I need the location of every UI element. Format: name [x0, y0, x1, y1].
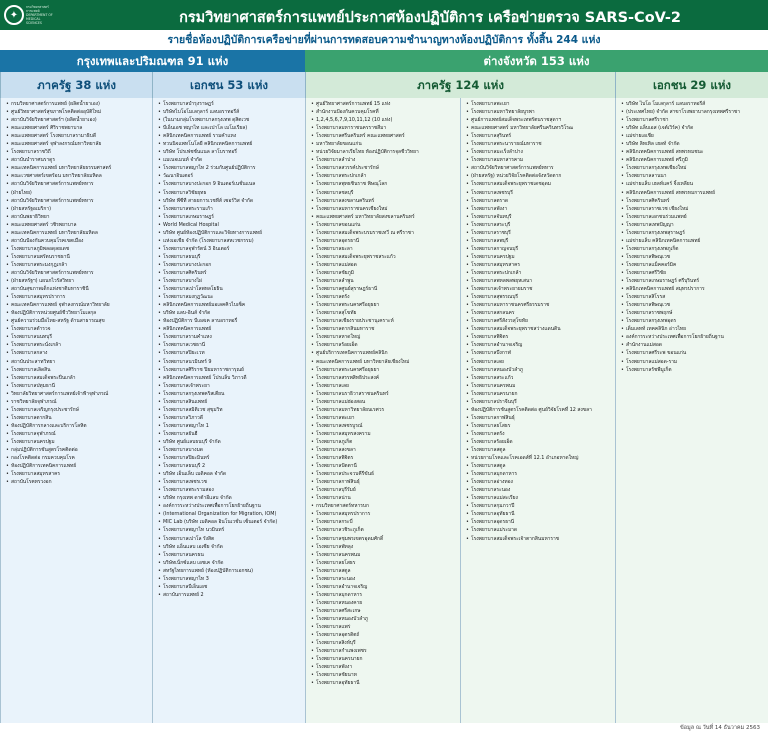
list-item: • คณะเทคนิคการแพทย์ มหาวิทยาลัยธรรมศาสตร์ — [6, 164, 149, 172]
list-item: • โรงพยาบาลแม่ฮ่องสอน — [311, 398, 457, 406]
list-item: • โรงพยาบาลกุมภวาปี — [466, 502, 612, 510]
list-item: • โรงพยาบาลกรุงเทพเชียงใหม่ — [621, 164, 765, 172]
list-item: • โรงพยาบาลนครพนม — [311, 551, 457, 559]
list-item: • บริษัท กรุงเทพ ดาต้าอีแลบ จำกัด — [158, 494, 302, 502]
list-item: • World Medical Hospital — [158, 221, 302, 229]
list-item: • โรงพยาบาลแม่สอด — [311, 261, 457, 269]
list-item: • โรงพยาบาลบางมด — [158, 446, 302, 454]
list-item: • โรงพยาบาลภูเก็ต — [311, 438, 457, 446]
title-bar — [0, 0, 768, 30]
list-item: • โรงพยาบาลตราด — [466, 197, 612, 205]
list-item: • โรงพยาบาลพญาไท 3 — [158, 575, 302, 583]
list-item: • โรงพยาบาลราชพฤกษ์ — [621, 309, 765, 317]
list-item: • โรงพยาบาลอุดรธานี — [311, 237, 457, 245]
list-item: • โรงพยาบาลราชบุรี — [466, 229, 612, 237]
list-prov-government-a — [305, 98, 460, 723]
dms-emblem-icon: ✦ — [4, 5, 24, 25]
list-item: • สถาบันวิจัยวิทยาศาสตร์ฯ (ผลิตน้ำยาเอง) — [6, 116, 149, 124]
list-item: • แม่ข่ายเอเชีย — [621, 132, 765, 140]
list-item: • โรงพยาบาลบำรุงราษฎร์ — [158, 100, 302, 108]
list-item: • โรงพยาบาลมหาวิทยาลัยนเรศวร — [311, 406, 457, 414]
column-header-prov-private: เอกชน 29 แห่ง — [615, 72, 768, 98]
list-item: • โรงพยาบาลตากสิน — [6, 414, 149, 422]
list-item: • สถาบันวิจัยวิทยาศาสตร์การแพทย์ทหาร — [466, 164, 612, 172]
list-item: • โรงพยาบาลอำนาจเจริญ — [311, 583, 457, 591]
list-item: • โรงพยาบาลสมเด็จพระบรมราชเทวี ณ ศรีราชา — [311, 229, 457, 237]
list-item: • โรงพยาบาลขอนแก่น — [311, 221, 457, 229]
list-item: • คณะเวชศาสตร์เขตร้อน มหาวิทยาลัยมหิดล — [6, 172, 149, 180]
list-item: • คณะเทคนิคการแพทย์ มหาวิทยาลัยเชียงใหม่ — [311, 358, 457, 366]
list-item: • คลินิกเทคนิคการแพทย์ สหพรหมการแพทย์ — [621, 189, 765, 197]
list-item: • คณะเทคนิคการแพทย์ มหาวิทยาลัยมหิดล — [6, 229, 149, 237]
list-item: • สถาบันป้องกันควบคุมโรคเขตเมือง — [6, 237, 149, 245]
list-item: • โรงพยาบาลศูนย์สุราษฎร์ธานี — [311, 285, 457, 293]
list-item: • โรงพยาบาลนครนายก — [311, 655, 457, 663]
list-item: • (ในนามกลุ่มโรงพยาบาลกรุงเทพ ดุสิตเวช — [158, 116, 302, 124]
list-item: • โรงพยาบาลเจ้าพระยายมราช — [466, 285, 612, 293]
list-item: • บริษัท ไบโอ โมเลกุลาร์ แลบอราทอรีส์ — [621, 100, 765, 108]
list-item: • โรงพยาบาลหนองบัวลำภู — [311, 615, 457, 623]
column-header-prov-government: ภาครัฐ 124 แห่ง — [305, 72, 615, 98]
list-item: • โรงพยาบาลศรีวิชัย — [621, 269, 765, 277]
list-item: • โรงพยาบาลชัยภูมิ — [311, 269, 457, 277]
list-item: • โรงพยาบาลนพรัตนราชธานี — [6, 253, 149, 261]
list-item: • โรงพยาบาลกรุงเทพคริสเตียน — [158, 390, 302, 398]
dms-logo — [4, 2, 56, 28]
list-item: • คลินิกเทคนิคการแพทย์ รามคำแหง — [158, 132, 302, 140]
list-item: • โรงพยาบาลปัตตานี — [311, 462, 457, 470]
list-item: • โรงพยาบาลมหาราชนครราชสีมา — [311, 124, 457, 132]
list-item: • คลินิกเทคนิคการแพทย์ สมุทรปราการ — [621, 285, 765, 293]
list-prov-government-b — [460, 98, 615, 723]
list-item: • บริษัท แล็บเอส (เจต์เวิร์ค) จำกัด — [621, 124, 765, 132]
list-item: • โรงพยาบาลยโสธร — [466, 422, 612, 430]
list-item: • โรงพยาบาลพิจิตร — [466, 333, 612, 341]
list-item: • โรงพยาบาลตรัง — [311, 293, 457, 301]
list-item: • โรงพยาบาลสตูล — [466, 462, 612, 470]
list-item: • โรงพยาบาลพังงา — [466, 205, 612, 213]
list-item: • โรงพยาบาลศิครินทร์ — [158, 269, 302, 277]
list-item: • (ฝ่ายไทย) — [6, 189, 149, 197]
list-item: • โรงพยาบาลกาฬสินธุ์ — [311, 478, 457, 486]
list-item: • โรงพยาบาลยันฮี — [158, 430, 302, 438]
list-item: • บริษัท ลิทเทิล เฮลท์ จำกัด — [621, 140, 765, 148]
list-item: • โรงพยาบาลสมเด็จพระยุพราชสระแก้ว — [311, 253, 457, 261]
list-item: • โรงพยาบาลเชียงรายประชานุเคราะห์ — [311, 317, 457, 325]
list-item: • โรงพยาบาลระนอง — [466, 486, 612, 494]
list-item: • โรงพยาบาลสุรินทร์ — [466, 132, 612, 140]
list-item: • แม่ข่ายแล็บ เฮลท์แคร์ จิ้งเหลียน — [621, 180, 765, 188]
list-item: • โรงพยาบาลสระแก้ว — [466, 374, 612, 382]
list-item: • ศูนย์ความร่วมมือไทย-สหรัฐ ด้านสาธารณสุข — [6, 317, 149, 325]
list-item: • กรมวิทยาศาสตร์ทหารบก — [311, 502, 457, 510]
list-item: • โรงพยาบาลปิยะเวท — [158, 349, 302, 357]
list-item: • กองโรคติดต่อ กรมควบคุมโรค — [6, 454, 149, 462]
list-item: • โรงพยาบาลนครพนม — [466, 382, 612, 390]
list-item: • โรงพยาบาลบางปะกอก — [158, 261, 302, 269]
list-item: • โรงพยาบาลศรีนครินทร์ คณะแพทยศาสตร์ — [311, 132, 457, 140]
list-item: • สำนักงานป้องกันควบคุมโรคที่ — [311, 108, 457, 116]
list-item: • โรงพยาบาลบีเอ็นเอช — [158, 583, 302, 591]
list-item: • โรงพยาบาลจันทบุรี — [466, 213, 612, 221]
list-item: • โรงพยาบาลสงขลานครินทร์ — [311, 197, 457, 205]
list-item: • โรงพยาบาลอำนาจเจริญ — [466, 341, 612, 349]
list-item: • โรงพยาบาลยะลา — [311, 245, 457, 253]
list-item: • โรงพยาบาลพระรามสอง — [158, 486, 302, 494]
list-item: • บริษัท พีซีที สาธยการเวชทีส์ เซอร์วิส จำกัด — [158, 197, 302, 205]
list-item: • โรงพยาบาลพระปกเกล้า — [466, 269, 612, 277]
list-item: • สถาบันวิจัยวิทยาศาสตร์การแพทย์ทหาร — [6, 180, 149, 188]
footer — [0, 723, 768, 735]
list-item: • โรงพยาบาลเพชรบูรณ์ — [311, 422, 457, 430]
list-item: • ราชวิทยาลัยจุฬาภรณ์ — [6, 398, 149, 406]
list-item: • โรงพยาบาลสกลนคร — [466, 309, 612, 317]
list-item: • ห้องปฏิบัติการเทคนิคการแพทย์ — [6, 462, 149, 470]
list-item: • บริษัท แลบ-อินส์ จำกัด — [158, 309, 302, 317]
list-item: • โรงพยาบาลแม่สะเรียง — [466, 494, 612, 502]
list-item: • โรงพยาบาลสมุทรสาคร — [466, 261, 612, 269]
list-item: • โรงพยาบาลหนองคาย — [311, 599, 457, 607]
list-item: • คลินิกเทคนิคการแพทย์ สหพรหมชนะ — [621, 148, 765, 156]
list-item: • โรงพยาบาลสรรพสิทธิประสงค์ — [311, 374, 457, 382]
list-item: • สถาบันประสาทวิทยา — [6, 358, 149, 366]
list-item: • โรงพยาบาลมหาราชนครเชียงใหม่ — [311, 205, 457, 213]
list-item: • โรงพยาบาลสงขลา — [311, 446, 457, 454]
list-item: • โรงพยาบาลตำรวจ — [6, 325, 149, 333]
list-item: • โรงพยาบาลกาฬสินธุ์ — [466, 414, 612, 422]
list-item: • โรงพยาบาลพญาไท นวมินทร์ — [158, 526, 302, 534]
list-item: • บริษัท โปรเฟชชั่นแนล ลาโบราทอรี่ — [158, 148, 302, 156]
list-item: • โรงพยาบาลมงกุฎวัฒนะ — [158, 293, 302, 301]
list-item: • โรงพยาบาลสุโขทัย — [311, 309, 457, 317]
list-item: • โรงพยาบาลกลาง — [6, 349, 149, 357]
list-item: • เด็มเลทท์ เทคคลินิก อ่าวไทย — [621, 325, 765, 333]
list-item: • ศูนย์วิทยาศาสตร์สุขภาพโรคติดต่ออุบัติใหม่ — [6, 108, 149, 116]
list-item: • โรงพยาบาลเปาโล รังสิต — [158, 535, 302, 543]
list-item: • โรงพยาบาลน่าน — [311, 494, 457, 502]
list-item: • บริษัท ศูนย์แลบธนบุรี จำกัด — [158, 438, 302, 446]
region-bangkok-header: กรุงเทพและปริมณฑล 91 แห่ง — [0, 50, 305, 72]
list-item: • โรงพยาบาลเปาโลพหลโยธิน — [158, 285, 302, 293]
list-item: • (ประเทศไทย) จำกัด สาขาโรงพยาบาลกรุงเทพศรีราชา — [621, 108, 765, 116]
list-item: • สำนักงานแม่สอด — [621, 341, 765, 349]
list-item: • โรงพยาบาลกระบี่ — [311, 518, 457, 526]
list-item: • โรงพยาบาลวิชัยยุทธ — [158, 189, 302, 197]
list-item: • โรงพยาบาลอุตรดิตถ์ — [311, 631, 457, 639]
list-item: • คลินิกเทคนิคการแพทย์ โปรแล็บ วิภาวดี — [158, 374, 302, 382]
list-item: • โรงพยาบาลเอกชนร่วมแพทย์ — [621, 213, 765, 221]
list-item: • ศูนย์การแพทย์สมเด็จพระเทพรัตนราชสุดาฯ — [466, 116, 612, 124]
list-prov-private — [615, 98, 768, 723]
list-bkk-private — [152, 98, 305, 723]
list-item: • โรงพยาบาลรามคำแหง — [158, 333, 302, 341]
list-item: • โรงพยาบาลสมุทรสาคร — [6, 470, 149, 478]
list-item: • กรมวิทยาศาสตร์การแพทย์ (ผลิตน้ำยาเอง) — [6, 100, 149, 108]
list-item: • โรงพยาบาลสมเด็จพระเจ้าตากสินมหาราช — [466, 535, 612, 543]
list-item: • ห้องปฏิบัติการหน่วยศูนย์ชีววิทยาโมเลกุล — [6, 309, 149, 317]
list-item: • องค์การระหว่างประเทศเพื่อการโยกย้ายถิ่นฐาน — [621, 333, 765, 341]
list-item: • โรงพยาบาลเพชรบุรี — [466, 189, 612, 197]
list-item: • คณะแพทยศาสตร์ โรงพยาบาลรามาธิบดี — [6, 132, 149, 140]
list-item: • โรงพยาบาลเพชรเวช — [158, 478, 302, 486]
list-item: • โรงพยาบาลพะเยา — [311, 414, 457, 422]
list-item: • โรงพยาบาลพังงา — [311, 663, 457, 671]
list-item: • โรงพยาบาลอุทัยธานี — [311, 679, 457, 687]
list-item: • สถาบันวิจัยวิทยาศาสตร์การแพทย์ทหาร — [6, 269, 149, 277]
list-item: • โรงพยาบาลนราธิวาสราชนครินทร์ — [311, 390, 457, 398]
list-item: • แม่ข่ายแล็บ คลินิกเทคนิคการแพทย์ — [621, 237, 765, 245]
list-item: • บริษัท เอ็นแล็บ เมดิคอล จำกัด — [158, 470, 302, 478]
list-item: • โรงพยาบาลศรีราชา — [621, 116, 765, 124]
list-item: • โรงพยาบาลลพบุรี — [466, 237, 612, 245]
list-item: • โรงพยาบาลบึงกาฬ — [466, 349, 612, 357]
list-item: • โรงพยาบาลนครปฐม — [466, 253, 612, 261]
list-item: • โรงพยาบาลสมเด็จพระยุพราชเดชอุดม — [466, 180, 612, 188]
list-item: • คณะแพทยศาสตร์ มหาวิทยาลัยสงขลานครินทร์ — [311, 213, 457, 221]
list-item: • โรงพยาบาลมหาวิทยาลัยบูรพา — [466, 108, 612, 116]
list-item: • โรงพยาบาลจุฬารัตน์ 3 อินเตอร์ — [158, 245, 302, 253]
list-item: • โรงพยาบาลพิษณุเวช — [621, 253, 765, 261]
list-item: • โรงพยาบาลพะเยา — [466, 100, 612, 108]
list-item: • โรงพยาบาลหนองบัวลำภู — [466, 366, 612, 374]
list-item: • หน่วยวิจัยมาลาเรียไทย ห้องปฏิบัติการจุลชีววิทยา — [311, 148, 457, 156]
column-header-bkk-government: ภาครัฐ 38 แห่ง — [0, 72, 152, 98]
list-item: • โรงพยาบาลพระนครศรีอยุธยา — [311, 366, 457, 374]
list-item: • โรงพยาบาลสิโรรส — [621, 293, 765, 301]
list-item: • คลินิกเทคนิคการแพทย์ ศรีภูมิ — [621, 156, 765, 164]
list-item: • โรงพยาบาลธนบุรี 2 — [158, 462, 302, 470]
list-item: • โรงพยาบาลเกษมราษฎร์ — [158, 213, 302, 221]
list-item: • โรงพยาบาลร้อยเอ็ด — [466, 438, 612, 446]
list-item: • แห่งเอเชีย จำกัด (โรงพยาบาลสหเวชกรรม) — [158, 237, 302, 245]
list-item: • โรงพยาบาลมะเร็งลำปาง — [466, 148, 612, 156]
list-item: • โรงพยาบาลมุกดาหาร — [311, 591, 457, 599]
list-item: • โรงพยาบาลนครปฐม — [6, 438, 149, 446]
list-item: • โรงพยาบาลเลย — [311, 382, 457, 390]
list-item: • คณะแพทยศาสตร์ จุฬาลงกรณ์มหาวิทยาลัย — [6, 140, 149, 148]
list-item: • คณะแพทยศาสตร์ ศิริราชพยาบาล — [6, 124, 149, 132]
list-item: • โรงพยาบาลสินแพทย์ — [158, 398, 302, 406]
list-item: • โรงพยาบาลพระนั่งเกล้า — [6, 341, 149, 349]
list-item: • บีเอ็นเอช พญาไท และเปาโล เมโมเรียล) — [158, 124, 302, 132]
list-item: • โรงพยาบาลร้อยเอ็ด — [311, 341, 457, 349]
list-item: • 1,2,4,5,6,7,9,10,11,12 (10 แห่ง) — [311, 116, 457, 124]
list-item: • โรงพยาบาลรัชพีมูเก็ต — [621, 366, 765, 374]
region-provinces-header: ต่างจังหวัด 153 แห่ง — [305, 50, 768, 72]
list-item: • โรงพยาบาลนวมินทร์ 9 — [158, 358, 302, 366]
list-item: • วิทยาลัยวิทยาศาสตร์การแพทย์เจ้าฟ้าจุฬาภรณ์ — [6, 390, 149, 398]
list-item: • โรงพยาบาลอ่างทอง — [466, 478, 612, 486]
list-item: • โรงพยาบาลยโสธร — [311, 559, 457, 567]
list-item: • โรงพยาบาลนครธน — [158, 551, 302, 559]
list-item: • โรงพยาบาลพุทธชินราช พิษณุโลก — [311, 180, 457, 188]
list-item: • ห้องปฏิบัติการ บีเอสเค ลาบอราทอรี่ — [158, 317, 302, 325]
list-item: • MIC Lab (บริษัท เมดิคอล อินโนเวชั่น เซ็นเตอร์ จำกัด) — [158, 518, 302, 526]
list-item: • กลุ่มปฏิบัติการชันสูตรโรคติดต่อ — [6, 446, 149, 454]
list-item: • โรงพยาบาลมหาราชนครศรีธรรมราช — [466, 301, 612, 309]
list-item: • (International Organization for Migration, IOM) — [158, 510, 302, 518]
list-item: • โรงพยาบาลตากสินมหาราช — [311, 325, 457, 333]
list-item: • โรงพยาบาลพิษณุเวช — [621, 301, 765, 309]
list-item: • โรงพยาบาลวชิระภูเก็ต — [311, 526, 457, 534]
list-item: • โรงพยาบาลมุกดาหาร — [466, 470, 612, 478]
list-item: • โรงพยาบาลชุมพรเขตรอุดมศักดิ์ — [311, 535, 457, 543]
list-item: • ทวนนิจแพทโนโลยี คลินิกเทคนิคการแพทย์ — [158, 140, 302, 148]
list-item: • โรงพยาบาลพระปกเกล้า — [311, 172, 457, 180]
list-item: • โรงพยาบาลอุดรธานี — [466, 518, 612, 526]
list-item: • โรงพยาบาลสมิติเวช สุขุมวิท — [158, 406, 302, 414]
list-item: • โรงพยาบาลลำปาง — [311, 156, 457, 164]
list-item: • วัฒนาอินเตอร์ — [158, 172, 302, 180]
list-item: • โรงพยาบาลพญาไท 1 — [158, 422, 302, 430]
list-item: • มหาวิทยาลัยขอนแก่น — [311, 140, 457, 148]
list-item: • โรงพยาบาลศรีสังวรสุโขทัย — [466, 317, 612, 325]
list-item: • โรงพยาบาลอุทัยธานี — [466, 510, 612, 518]
list-item: • (ฝ่ายสหรัฐอเมริกา) — [6, 205, 149, 213]
page-title: กรมวิทยาศาสตร์การแพทย์ประกาศห้องปฏิบัติการ เครือข่ายตรวจ SARS-CoV-2 — [179, 10, 681, 26]
list-item: • โรงพยาบาลเลิดสิน — [6, 366, 149, 374]
list-item: • (ฝ่ายสหรัฐฯ) แผนกไวรัสวิทยา — [6, 277, 149, 285]
list-item: • โรงพยาบาลลำพูน — [311, 277, 457, 285]
list-item: • (ฝ่ายสหรัฐ) หน่วยวิจัยโรคติดต่อจังหวัดตาก — [466, 172, 612, 180]
list-item: • โรงพยาบาลสตูล — [311, 567, 457, 575]
list-item: • ห้องปฏิบัติการชันสูตรโรคติดต่อ ศูนย์วิจัยโรคที่ 12 สงขลา — [466, 406, 612, 414]
list-item: • โรงพยาบาลกำแพงเพชร — [311, 647, 457, 655]
list-item: • โรงพยาบาลกาญจนบุรี — [466, 245, 612, 253]
list-item: • โรงพยาบาลประจวบคีรีขันธ์ — [311, 470, 457, 478]
list-item: • โรงพยาบาลเลย — [466, 358, 612, 366]
list-item: • โรงพยาบาลปราจีนบุรี — [466, 398, 612, 406]
footer-date-note: ข้อมูล ณ วันที่ 14 ธันวาคม 2563 — [680, 725, 760, 731]
column-header-bkk-private: เอกชน 53 แห่ง — [152, 72, 305, 98]
list-item: • โรงพยาบาลปิยะมินทร์ — [158, 454, 302, 462]
list-item: • โรงพยาบาลสมุทรปราการ — [311, 510, 457, 518]
list-item: • โรงพยาบาลสิงห์บุรี — [311, 639, 457, 647]
list-item: • โรงพยาบาลนนทบุรี — [6, 333, 149, 341]
page-subtitle: รายชื่อห้องปฏิบัติการเครือข่ายที่ผ่านการทดสอบความชำนาญทางห้องปฏิบัติการ ทั้งสิ้น 244 แห่ง — [167, 34, 601, 46]
list-item: • โรงพยาบาลสมุทรปราการ — [6, 293, 149, 301]
list-item: • สหรัฐไทยการแพทย์ (ห้องปฏิบัติการเอกชน) — [158, 567, 302, 575]
list-item: • โรงพยาบาลพระรามเก้า — [158, 205, 302, 213]
list-item: • โรงพยาบาลสมเด็จพระยุพราชสว่างแดนดิน — [466, 325, 612, 333]
list-item: • โรงพยาบาลสตูล — [466, 446, 612, 454]
list-item: • ศูนย์วิทยาศาสตร์การแพทย์ 15 แห่ง — [311, 100, 457, 108]
list-item: • โรงพยาบาลภูมิพลอดุลยเดช — [6, 245, 149, 253]
list-item: • โรงพยาบาลพิจิตร — [311, 454, 457, 462]
list-item: • ห้องปฏิบัติการกลางและบริการโลหิต — [6, 422, 149, 430]
list-item: • โรงพยาบาลศรีสะเกษ — [311, 607, 457, 615]
list-item: • คณะแพทยศาสตร์ วชิรพยาบาล — [6, 221, 149, 229]
list-item: • สถาบันวิจัยวิทยาศาสตร์การแพทย์ทหาร — [6, 197, 149, 205]
list-item: • โรงพยาบาลศิครินทร์ — [621, 197, 765, 205]
list-item: • บริษัท ศูนย์ห้องปฏิบัติการและวิจัยทางการแพทย์ — [158, 229, 302, 237]
list-item: • โรงพยาบาลเกษมราษฎร์ ศรีบุรินทร์ — [621, 277, 765, 285]
list-item: • คลินิกเทคนิคการแพทย์มอเลคคิวไบเซ็ค — [158, 301, 302, 309]
list-item: • โรงพยาบาลชลบุรี — [311, 189, 457, 197]
list-item: • สถาบันสุขภาพเด็กแห่งชาติมหาราชินี — [6, 285, 149, 293]
list-item: • โรงพยาบาลราชเวช เชียงใหม่ — [621, 205, 765, 213]
list-item: • สถาบันโรคทรวงอก — [6, 478, 149, 486]
list-item: • โรงพยาบาลแม่ระมาด — [466, 526, 612, 534]
list-item: • โรงพยาบาลแม่สอด-ราม — [621, 358, 765, 366]
list-item: • โรงพยาบาลนครนายก — [466, 390, 612, 398]
list-item: • โรงพยาบาลสวรรค์ประชารักษ์ — [311, 164, 457, 172]
list-item: • โรงพยาบาลเทพปัญญา — [621, 221, 765, 229]
list-item: • โรงพยาบาลเวชธานี — [158, 341, 302, 349]
list-item: • โรงพยาบาลพญาไท 2 ร่วมกับศูนย์ปฏิบัติการ — [158, 164, 302, 172]
list-item: • โรงพยาบาลวิภาวดี — [158, 414, 302, 422]
list-item: • โรงพยาบาลชัยนาท — [311, 671, 457, 679]
list-item: • สถาบันบำราศนราดูร — [6, 156, 149, 164]
list-item: • โรงพยาบาลมหาสารคาม — [466, 156, 612, 164]
list-item: • โรงพยาบาลสุพรรณบุรี — [466, 293, 612, 301]
list-item: • โรงพยาบาลราชวิถี — [6, 148, 149, 156]
list-item: • สถาบันพยาธิวิทยา — [6, 213, 149, 221]
list-item: • โรงพยาบาลเจ้าพระยา — [158, 382, 302, 390]
list-item: • โรงพยาบาลตรัง — [466, 430, 612, 438]
list-item: • โรงพยาบาลลานนา — [621, 172, 765, 180]
list-item: • โรงพยาบาลบางปะกอก 9 อินเตอร์เนชั่นแนล — [158, 180, 302, 188]
list-item: • โรงพยาบาลแม็คคอร์มิค — [621, 261, 765, 269]
list-item: • โรงพยาบาลพระนครศรีอยุธยา — [311, 301, 457, 309]
list-item: • โรงพยาบาลสระบุรี — [466, 221, 612, 229]
list-item: • องค์การระหว่างประเทศเพื่อการโยกย้ายถิ่นฐาน — [158, 502, 302, 510]
list-item: • โรงพยาบาลกรุงเทพอุดร — [621, 317, 765, 325]
list-item: • หน่วยกามโรคและโรคเอดส์ที่ 12.1 อำเภอหาดใหญ่ — [466, 454, 612, 462]
logo-text: กรมวิทยาศาสตร์การแพทย์ DEPARTMENT OF MEDICAL SCIENCES — [26, 5, 53, 25]
list-item: • โรงพยาบาลเจริญกรุงประชารักษ์ — [6, 406, 149, 414]
list-item: • โรงพยาบาลกรุงเทพสุราษฎร์ — [621, 229, 765, 237]
list-item: • โรงพยาบาลพหลพลพยุหเสนา — [466, 277, 612, 285]
list-item: • บริษัทเน็กซ์แลบ เอชเค จำกัด — [158, 559, 302, 567]
list-item: • โรงพยาบาลหาดใหญ่ — [311, 333, 457, 341]
list-item: • คลินิกเทคนิคการแพทย์ — [158, 325, 302, 333]
list-item: • โรงพยาบาลบางไผ่ — [158, 277, 302, 285]
list-item: • โรงพยาบาลจุฬาภรณ์ — [6, 430, 149, 438]
list-item: • บริษัท แอ็นแลบ เอเซีย จำกัด — [158, 543, 302, 551]
list-item: • โรงพยาบาลสมเด็จพระปิ่นเกล้า — [6, 374, 149, 382]
list-item: • โรงพยาบาลแพร่ — [311, 623, 457, 631]
list-bkk-government — [0, 98, 152, 723]
list-item: • โรงพยาบาลพัทลุง — [311, 543, 457, 551]
list-item: • โรงพยาบาลพระนารายณ์มหาราช — [466, 140, 612, 148]
list-item: • โรงพยาบาลพระมงกุฎเกล้า — [6, 261, 149, 269]
list-item: • แมเนจเมนท์ จำกัด — [158, 156, 302, 164]
list-item: • โรงพยาบาลศิริราช ปิยมหาราชการุณย์ — [158, 366, 302, 374]
list-item: • คณะเทคนิคการแพทย์ จุฬาลงกรณ์มหาวิทยาลัย — [6, 301, 149, 309]
list-item: • โรงพยาบาลธนบุรี — [158, 253, 302, 261]
list-item: • โรงพยาบาลระนอง — [311, 575, 457, 583]
list-item: • โรงพยาบาลปทุมธานี — [6, 382, 149, 390]
list-item: • โรงพยาบาลกรุงเทพภูเก็ต — [621, 245, 765, 253]
list-item: • คณะแพทยศาสตร์ มหาวิทยาลัยศรีนครินทรวิโรฒ — [466, 124, 612, 132]
list-item: • บริษัทไบโอโมเลกุลาร์ แลบอราทอรีส์ — [158, 108, 302, 116]
list-item: • โรงพยาบาลศรีระพ ขอนแก่น — [621, 349, 765, 357]
list-item: • ศูนย์บริการเทคนิคการแพทย์คลินิก — [311, 349, 457, 357]
list-item: • โรงพยาบาลบุรีรัมย์ — [311, 486, 457, 494]
list-item: • โรงพยาบาลสมุทรสงคราม — [311, 430, 457, 438]
list-item: • สถาบันการแพทย์ 2 — [158, 591, 302, 599]
